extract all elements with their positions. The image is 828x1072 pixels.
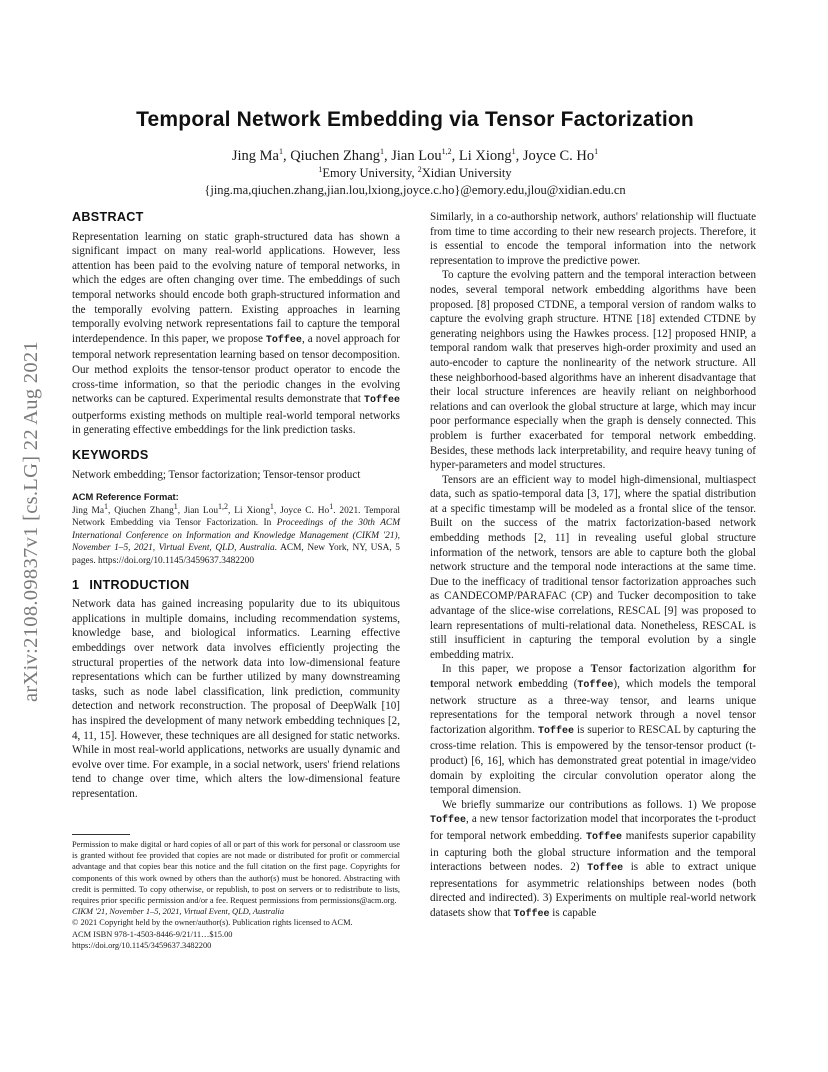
text-run: emporal network [433,678,519,690]
author-name: Jian Lou [391,148,442,164]
intro-paragraph: To capture the evolving pattern and the temporal interaction between nodes, several temporal network embedding algorithms have been proposed. [8] proposed CTDNE, a temporal version of random walks to capture the evolving graph structure. HTNE [18] extended CTDNE by generating neighbors using the Hawkes process. [12] proposed HNIP, a temporal random walk that preserves high-order proximity and used an auto-encoder to capture the nonlinearity of the network structure. All these neighborhood-based algorithms have an inherent disadvantage that their local structure inferences are heavily reliant on neighborhood relations and can overlook the global structure at large, which may incur poor performance especially when the graph is densely connected. This problem is further exacerbated for temporal network embedding. Besides, these methods lack interpretability, and require heavy tuning of hyper-parameters and model structures. [430,269,756,472]
abstract-heading: ABSTRACT [72,210,144,224]
method-name: Toffee [363,395,400,407]
method-name: Toffee [513,908,550,920]
left-column [72,210,400,802]
ref-author: , Li Xiong [228,505,270,516]
paper-title: Temporal Network Embedding via Tensor Factorization [136,108,694,131]
intro-paragraph: Similarly, in a co-authorship network, authors' relationship will fluctuate from time to time according to their new research projects. Therefore, it is essential to encode the temporal information into the network representation to improve the predictive power. [430,211,756,267]
author-name: Jing Ma [231,148,279,164]
abstract-part: Representation learning on static graph-structured data has shown a significant impact on many real-world applications. However, less attention has been paid to the evolving nature of temporal networks, in which the edges are often changing over time. The embeddings of such temporal networks should encode both graph-structured information and the temporally evolving pattern. Existing approaches in learning temporally evolving network representations fail to capture the temporal interdependence. In this paper, we propose [72,230,400,345]
author-name: Joyce C. Ho [522,148,595,164]
method-name: Toffee [430,815,467,827]
section-number: 1 [72,577,80,592]
ref-author-mark: 1 [329,501,334,511]
ref-author-mark: 1 [103,501,108,511]
author-affiliation-mark: 1 [594,147,599,157]
ref-author: , Qiuchen Zhang [107,505,174,516]
ref-text: ACM, New York, NY, USA, 5 pages. https://doi.org/10.1145/3459637.3482200 [72,543,400,567]
ref-author: , Joyce C. Ho [273,505,330,516]
author-affiliation-mark: 1 [380,147,384,157]
text-run: is superior to RESCAL by capturing the cross-time relation. This is empowered by the tensor-tensor product (t-product) [6, 16], which has demonstrated great potential in image/video domain by exploiting the circular convolution operator along the temporal dimension. [430,723,756,797]
text-run: is able to extract unique representations for asymmetric relationships between nodes (both directed and indirected). 3) Experiments on multiple real-world network datasets show that [430,861,757,919]
footnote-rule [72,834,130,835]
ref-author-mark: 1,2 [218,501,229,511]
text-run: , a new tensor factorization model that incorporates the t-product for temporal network embedding. [430,813,756,842]
permission-footnote [72,839,400,951]
abstract-part: , a novel approach for temporal network representation learning based on tensor decomposition. Our method exploits the tensor-tensor product operator to encode the cross-time information, so that the periodic changes in the evolving networks can be captured. Experimental results demonstrate that [72,332,400,406]
affiliation-name: Xidian University [421,166,512,180]
method-name: Toffee [587,863,624,875]
text-run: ), which models the temporal network structure as a three-way tensor, and learns unique representations for the temporal network through a novel tensor factorization algorithm. [430,678,757,736]
arxiv-identifier-stamp: arXiv:2108.09837v1 [cs.LG] 22 Aug 2021 [20,340,42,702]
author-affiliation-mark: 1 [511,147,516,157]
ref-venue: Proceedings of the 30th ACM International Conference on Information and Knowledge Management (CIKM '21), November 1–5, 2021, Virtual Event, QLD, Australia. [72,518,400,554]
intro-paragraph [430,798,756,923]
intro-paragraph: Network data has gained increasing popularity due to its ubiquitous applications in multiple domains, including recommendation systems, knowledge base, and biological informatics. Learning effective embeddings over network data involves efficiently projecting the structural properties of the network data into low-dimensional feature representations which can be further utilized by many downstreaming tasks, such as node label classification, link prediction, community detection and network reconstruction. The proposal of DeepWalk [10] has inspired the development of many network embedding techniques [2, 4, 11, 15]. However, these techniques are all designed for static networks. While in most real-world applications, networks are usually dynamic and evolve over time. For example, in a social network, users' friend relations tend to change over time, which alters the low-dimensional feature representation. [72,598,400,800]
author-affiliation-mark: 1,2 [441,147,452,157]
text-run: ensor [598,663,630,676]
ref-author: , Jian Lou [177,505,219,516]
author-emails: {jing.ma,qiuchen.zhang,jian.lou,lxiong,joyce.c.ho}@emory.edu,jlou@xidian.edu.cn [204,183,626,197]
ref-author: Jing Ma [72,505,104,516]
ref-author-mark: 1 [173,501,178,511]
affiliation-mark: 2 [417,164,422,174]
text-run: or [746,663,756,676]
text-run: is capable [549,906,597,919]
abstract-part: outperforms existing methods on multiple real-world temporal networks in generating effective embeddings for the link prediction tasks. [72,409,400,437]
section-title: INTRODUCTION [89,577,190,592]
keywords-text: Network embedding; Tensor factorization; Tensor-tensor product [72,468,361,481]
acronym-letter: T [590,663,599,676]
ref-text: . 2021. Temporal Network Embedding via Tensor Factorization. In [72,505,400,529]
text-run: actorization algorithm [633,663,744,676]
acronym-letter: t [430,678,434,690]
intro-paragraph: Tensors are an efficient way to model high-dimensional, multiaspect data, such as spatio-temporal data [3, 17], where the spatial distribution at a specific timestamp will be modeled as a frontal slice of the tensor. Built on the success of the matrix factorization-based network embedding methods [2, 11] in revealing useful global structure information of the network, tensors are able to capture both the global network structure and the temporal node interactions at the same time. Due to the inefficacy of traditional tensor factorization approaches such as CANDECOMP/PARAFAC (CP) and Tucker decomposition to take advantage of the slice-wise correlations, RESCAL [9] was proposed to learn representations of multi-relational data. Nonetheless, RESCAL is still insufficient in capturing the temporal evolution by a single embedding matrix. [430,473,756,661]
author-name: Li Xiong [458,148,512,164]
acm-reference-heading: ACM Reference Format: [72,491,179,503]
intro-paragraph [430,662,756,797]
text-run: In this paper, we propose a [442,663,591,676]
method-name: Toffee [537,725,574,737]
permission-text: Permission to make digital or hard copies of all or part of this work for personal or classroom use is granted without fee provided that copies are not made or distributed for profit or commercial advantage and that copies bear this notice and the full citation on the first page. Copyrights for components of this work owned by others than the author(s) must be honored. Abstracting with credit is permitted. To copy otherwise, or republish, to post on servers or to redistribute to lists, requires prior specific permission and/or a fee. Request permissions from permissions@acm.org. [72,840,400,906]
acronym-letter: f [629,663,634,676]
author-affiliation-mark: 1 [278,147,283,157]
ref-author-mark: 1 [269,501,274,511]
copyright-notice: © 2021 Copyright held by the owner/author(s). Publication rights licensed to ACM. [72,918,353,928]
author-list: Jing Ma$^1$, Qiuchen Zhang$^1$, Jian Lou$^{1,2}$, Li Xiong$^1$, Joyce C. Ho$^1$ [231,147,599,164]
introduction-heading [72,578,400,593]
method-name: Toffee [265,334,302,346]
acronym-letter: e [518,678,524,690]
method-name: Toffee [577,680,614,691]
text-run: We briefly summarize our contributions as follows. 1) We propose [442,798,756,811]
abstract-text [72,230,400,438]
author-name: Qiuchen Zhang [290,148,380,164]
method-name: Toffee [585,831,622,843]
text-run: manifests superior capability in capturing both the global structure information and the temporal interactions between nodes. 2) [430,829,756,874]
affiliation-mark: 1 [318,164,323,174]
keywords-heading: KEYWORDS [72,447,149,462]
affiliation-name: Emory University, [322,166,418,180]
affiliations [70,166,760,181]
isbn: ACM ISBN 978-1-4503-8446-9/21/11…$15.00 [72,929,233,939]
doi-link[interactable]: https://doi.org/10.1145/3459637.3482200 [72,940,212,950]
acm-reference-text [72,501,400,568]
text-run: mbedding ( [523,678,578,690]
acronym-letter: f [743,663,747,676]
conference-info: CIKM '21, November 1–5, 2021, Virtual Event, QLD, Australia [72,907,285,917]
right-column [430,210,756,923]
